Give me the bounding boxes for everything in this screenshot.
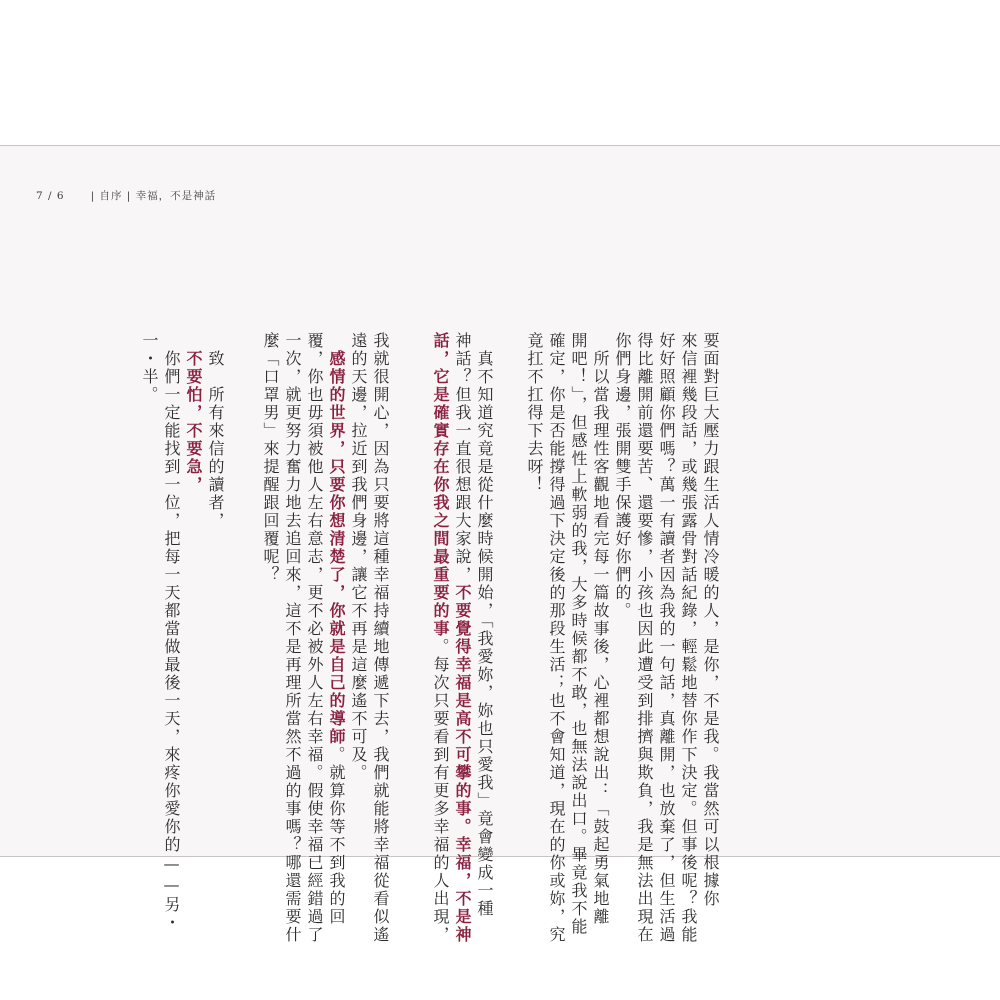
- text-run: 得比離開前還要苦、還要慘，小孩也因此遭受到排擠與欺負，我是無法出現在: [635, 332, 654, 944]
- text-column: [161, 332, 181, 932]
- text-column: [205, 332, 225, 530]
- text-column: [348, 332, 368, 782]
- text-run: 神話？但我一直很想跟大家說，: [453, 332, 472, 584]
- text-column: [656, 332, 676, 944]
- text-run: 你們一定能找到一位，把每一天都當做最後一天，來疼你愛你的——另・: [162, 332, 181, 932]
- text-run: 。就算你等不到我的回: [327, 746, 346, 926]
- text-column: [452, 332, 472, 944]
- text-run: 確定，你是否能撐得過下決定後的那段生活；也不會知道，現在的你或妳，究: [547, 332, 566, 944]
- text-run: 一・半。: [140, 332, 159, 404]
- section-label: | 自序 |: [90, 190, 132, 202]
- text-column: [183, 332, 203, 494]
- text-column: [260, 332, 280, 584]
- text-run: 好好照顧你們嗎？萬一有讀者因為我的一句話，真離開，也放棄了，但生活過: [657, 332, 676, 944]
- text-column: [326, 332, 346, 926]
- text-column: [139, 332, 159, 404]
- text-column: [282, 332, 302, 944]
- text-run: [327, 332, 346, 350]
- chapter-title: 幸福，不是神話: [135, 190, 217, 202]
- text-column: [568, 332, 588, 936]
- text-run: 覆，你也毋須被他人左右意志，更不必被外人左右幸福。假使幸福已經錯過了: [305, 332, 324, 944]
- text-run: 我就很開心，因為只要將這種幸福持續地傳遞下去，我們就能將幸福從看似遙: [371, 332, 390, 944]
- text-run: 麼「口罩男」來提醒跟回覆呢？: [261, 332, 280, 584]
- text-run: 一次，就更努力奮力地去追回來，這不是再理所當然不過的事嗎？哪還需要什: [283, 332, 302, 944]
- page-numbers: 7 / 6: [36, 190, 65, 202]
- text-run: 遠的天邊，拉近到我們身邊，讓它不再是這麼遙不可及。: [349, 332, 368, 782]
- text-column: [304, 332, 324, 944]
- text-run: 你們身邊，張開雙手保護好你們的。: [613, 332, 632, 620]
- book-page-spread: [0, 145, 1000, 857]
- emphasis-text: 話，它是確實存在你我之間最重要的事: [431, 332, 450, 638]
- text-column: [612, 332, 632, 620]
- emphasis-text: 不要怕，不要急，: [184, 350, 203, 494]
- text-column: [590, 332, 610, 926]
- text-column: [546, 332, 566, 944]
- text-run: 來信裡幾段話，或幾張露骨對話紀錄，輕鬆地替你作下決定。但事後呢？我能: [679, 332, 698, 944]
- text-column: [700, 332, 720, 908]
- text-column: [474, 332, 494, 918]
- emphasis-text: 感情的世界，只要你想清楚了，你就是自己的導師: [327, 350, 346, 746]
- text-run: 。每次只要看到有更多幸福的人出現，: [431, 638, 450, 944]
- text-run: 所以當我理性客觀地看完每一篇故事後，心裡都想說出：「鼓起勇氣地離: [591, 332, 610, 926]
- text-run: 竟扛不扛得下去呀！: [525, 332, 544, 494]
- text-column: [634, 332, 654, 944]
- text-column: [430, 332, 450, 944]
- running-header: [36, 188, 216, 203]
- text-column: [370, 332, 390, 944]
- text-run: 真不知道究竟是從什麼時候開始，「我愛妳，妳也只愛我」竟會變成一種: [475, 332, 494, 918]
- text-column: [678, 332, 698, 944]
- text-run: 要面對巨大壓力跟生活人情冷暖的人，是你，不是我。我當然可以根據你: [701, 332, 720, 908]
- text-run: [184, 332, 203, 350]
- emphasis-text: 不要覺得幸福是高不可攀的事。幸福，不是神: [453, 584, 472, 944]
- text-column: [524, 332, 544, 494]
- text-run: 開吧！」，但感性上軟弱的我，大多時候都不敢，也無法說出口。畢竟我不能: [569, 332, 588, 936]
- text-run: 致 所有來信的讀者，: [206, 332, 225, 530]
